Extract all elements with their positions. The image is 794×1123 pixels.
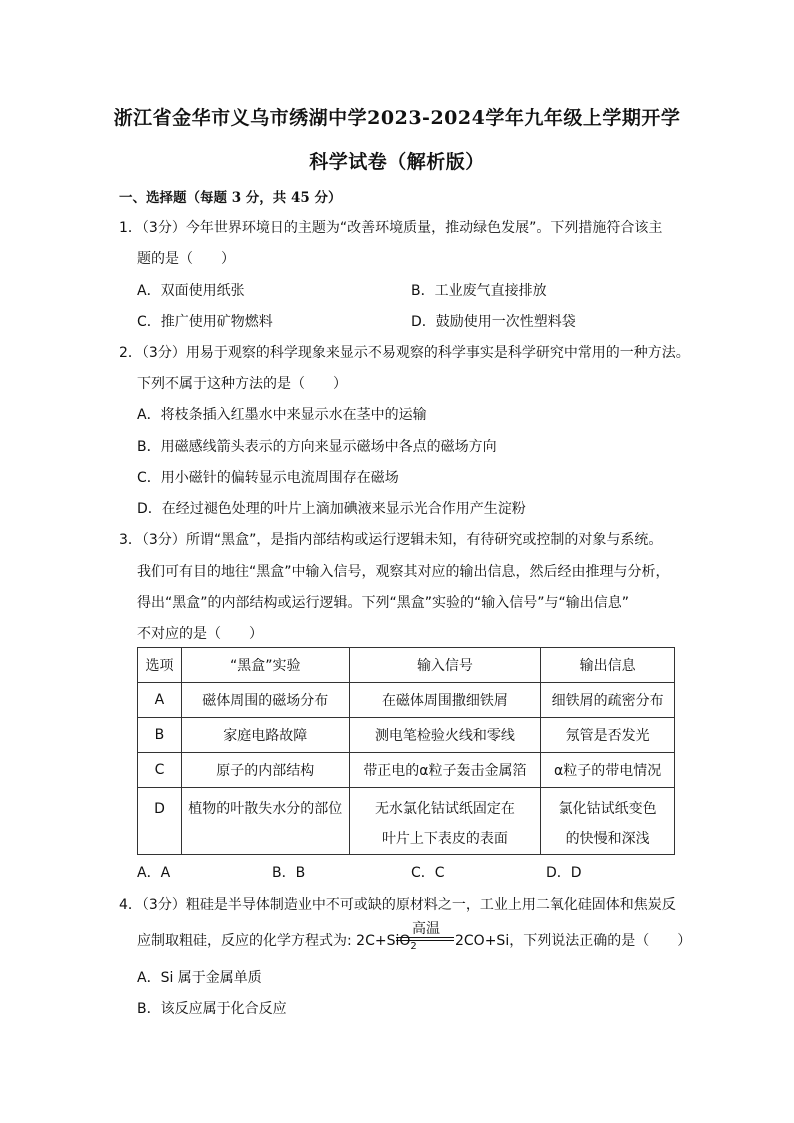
table-cell: 细铁屑的疏密分布: [541, 683, 675, 718]
table-cell-line: 无水氯化钴试纸固定在: [374, 801, 515, 817]
q1-option-a: A．双面使用纸张: [137, 283, 245, 299]
q3-stem-line4: 不对应的是（ ）: [137, 626, 263, 642]
q1-option-d: D．鼓励使用一次性塑料袋: [411, 314, 576, 330]
q4-equation-right: 2CO+Si，下列说法正确的是（ ）: [455, 933, 692, 949]
q1-stem-line1: 1．（3分）今年世界环境日的主题为“改善环境质量，推动绿色发展”。下列措施符合该主: [119, 220, 663, 236]
q2-option-b: B．用磁感线箭头表示的方向来显示磁场中各点的磁场方向: [137, 439, 497, 455]
q1-stem-line2: 题的是（ ）: [137, 251, 235, 267]
table-row: [138, 788, 675, 855]
q2-option-c: C．用小磁针的偏转显示电流周围存在磁场: [137, 470, 399, 486]
table-cell: 在磁体周围撒细铁屑: [349, 683, 541, 718]
q4-equation-pre: 应制取粗硅，反应的化学方程式为: 2C+SiO: [137, 933, 411, 949]
q2-option-a: A．将枝条插入红墨水中来显示水在茎中的运输: [137, 407, 427, 423]
q2-option-d: D．在经过褪色处理的叶片上滴加碘液来显示光合作用产生淀粉: [137, 501, 526, 517]
table-header-cell: “黑盒”实验: [181, 648, 349, 683]
table-cell: 氖管是否发光: [541, 718, 675, 753]
table-cell: [541, 788, 675, 855]
table-cell: D: [138, 788, 182, 855]
table-header-cell: 输入信号: [349, 648, 541, 683]
table-cell: A: [138, 683, 182, 718]
table-cell-line: 的快慢和深浅: [565, 831, 650, 847]
reaction-condition: 高温: [412, 921, 440, 937]
q4-equation-left: [137, 930, 417, 952]
q4-option-a: A．Si 属于金属单质: [137, 970, 262, 986]
table-cell: 原子的内部结构: [181, 753, 349, 788]
table-header-row: [138, 648, 675, 683]
table-row: [138, 683, 675, 718]
table-cell: 植物的叶散失水分的部位: [181, 788, 349, 855]
table-row: [138, 718, 675, 753]
q4-equation-subscript: 2: [410, 940, 417, 952]
q2-stem-line2: 下列不属于这种方法的是（ ）: [137, 376, 347, 392]
table-cell: [349, 788, 541, 855]
table-cell: 带正电的α粒子轰击金属箔: [349, 753, 541, 788]
q2-stem-line1: 2．（3分）用易于观察的科学现象来显示不易观察的科学事实是科学研究中常用的一种方法。: [119, 345, 690, 361]
q4-stem-line1: 4．（3分）粗硅是半导体制造业中不可或缺的原材料之一，工业上用二氧化硅固体和焦炭反: [119, 897, 676, 913]
table-cell: B: [138, 718, 182, 753]
q3-stem-line2: 我们可有目的地往“黑盒”中输入信号，观察其对应的输出信息，然后经由推理与分析，: [137, 564, 670, 580]
page-title-line1: 浙江省金华市义乌市绣湖中学2023-2024学年九年级上学期开学: [113, 107, 681, 129]
page-title-line2: 科学试卷（解析版）: [309, 151, 485, 173]
q3-stem-line1: 3．（3分）所谓“黑盒”，是指内部结构或运行逻辑未知，有待研究或控制的对象与系统。: [119, 532, 663, 548]
q3-option-c: C．C: [411, 865, 445, 881]
q1-option-c: C．推广使用矿物燃料: [137, 314, 273, 330]
q3-option-b: B．B: [272, 865, 306, 881]
table-cell: 测电笔检验火线和零线: [349, 718, 541, 753]
table-cell: C: [138, 753, 182, 788]
table-header-cell: 输出信息: [541, 648, 675, 683]
section-heading: 一、选择题（每题 3 分，共 45 分）: [119, 190, 342, 206]
q1-option-b: B．工业废气直接排放: [411, 283, 547, 299]
table-cell: 磁体周围的磁场分布: [181, 683, 349, 718]
q4-option-b: B．该反应属于化合反应: [137, 1001, 287, 1017]
table-header-cell: 选项: [138, 648, 182, 683]
table-row: [138, 753, 675, 788]
q3-stem-line3: 得出“黑盒”的内部结构或运行逻辑。下列“黑盒”实验的“输入信号”与“输出信息”: [137, 595, 630, 611]
table-cell: 家庭电路故障: [181, 718, 349, 753]
black-box-table: [137, 647, 675, 855]
table-cell-line: 叶片上下表皮的表面: [381, 831, 508, 847]
equals-sign: [396, 937, 454, 941]
q3-option-a: A．A: [137, 865, 171, 881]
table-cell-line: 氯化钴试纸变色: [558, 801, 657, 817]
table-cell: α粒子的带电情况: [541, 753, 675, 788]
q3-option-d: D．D: [546, 865, 582, 881]
